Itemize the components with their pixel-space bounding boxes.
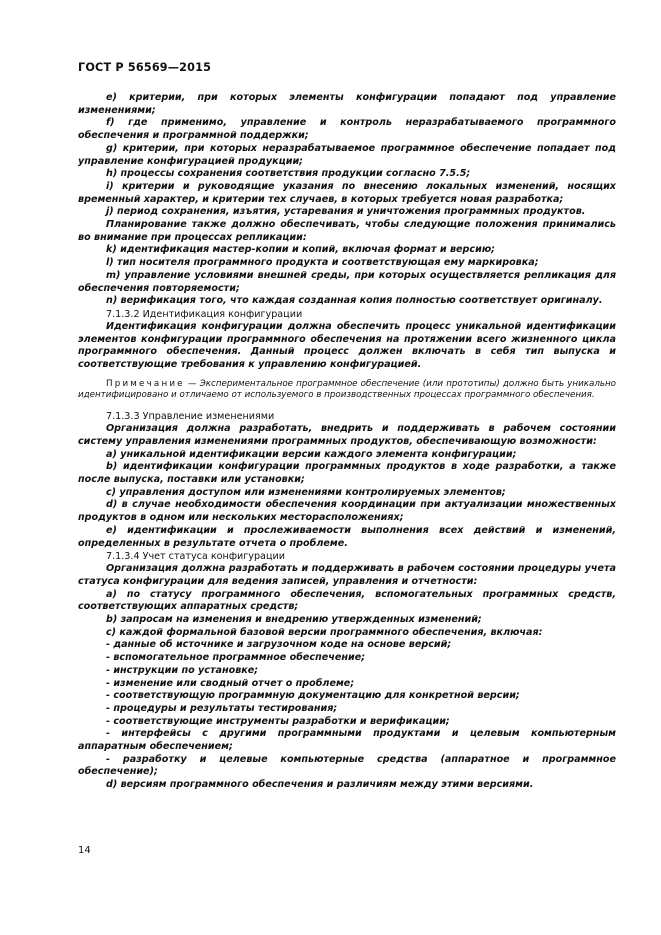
section-heading: 7.1.3.3 Управление изменениями (106, 411, 275, 423)
note (78, 379, 616, 402)
paragraph: Организация должна разработать и поддерживать в рабочем состоянии процедуры учета статуса конфигурации для ведения записей, управления и отчетности: (78, 563, 616, 587)
list-item: a) по статусу программного обеспечения, вспомогательных программных средств, соответствующих аппаратных средств; (78, 588, 616, 613)
list-item: - интерфейсы с другими программными продуктами и целевым компьютерным аппаратным обеспечением; (78, 728, 616, 753)
list-item: i) критерии и руководящие указания по внесению локальных изменений, носящих временный характер, и критерии тех случаев, в которых требуется новая разработка; (78, 180, 616, 205)
list-item: f) где применимо, управление и контроль неразрабатываемого программного обеспечения и программной поддержки; (78, 117, 616, 142)
list-item: b) запросам на изменения и внедрению утвержденных изменений; (106, 614, 482, 626)
section-heading: 7.1.3.4 Учет статуса конфигурации (106, 551, 285, 563)
paragraph: Организация должна разработать, внедрить и поддерживать в рабочем состоянии систему управления изменениями программных продуктов, обеспечивающую возможности: (78, 423, 616, 447)
list-item: - инструкции по установке; (106, 664, 259, 676)
list-item: n) верификация того, что каждая созданная копия полностью соответствует оригиналу. (106, 295, 603, 307)
note-text: — Экспериментальное программное обеспечение (или прототипы) должно быть уникально идентифицировано и отличаемо от используемого в производственных процессах программного обеспечения. (78, 378, 616, 401)
list-item: - процедуры и результаты тестирования; (106, 702, 338, 714)
list-item: - вспомогательное программное обеспечение; (106, 652, 366, 664)
list-item: k) идентификация мастер-копии и копий, включая формат и версию; (106, 244, 495, 256)
document-header: ГОСТ Р 56569—2015 (78, 61, 212, 74)
list-item: - соответствующую программную документацию для конкретной версии; (106, 690, 520, 702)
list-item: - данные об источнике и загрузочном коде на основе версий; (106, 639, 452, 651)
list-item: - изменение или сводный отчет о проблеме; (106, 677, 355, 689)
paragraph: Идентификация конфигурации должна обеспечить процесс уникальной идентификации элементов конфигурации программного обеспечения на протяжении всего жизненного цикла программного обеспечения. Данный процесс должен включать в себя тип выпуска и соответствующие требования к управлению конфигурацией. (78, 320, 616, 371)
list-item: - соответствующие инструменты разработки и верификации; (106, 715, 450, 727)
list-item: c) управления доступом или изменениями контролируемых элементов; (106, 486, 506, 498)
list-item: d) в случае необходимости обеспечения координации при актуализации множественных продуктов в одном или нескольких месторасположениях; (78, 499, 616, 524)
page-body (78, 92, 616, 792)
note-label: Примечание (106, 378, 185, 389)
list-item: a) уникальной идентификации версии каждого элемента конфигурации; (106, 448, 517, 460)
list-item: d) версиям программного обеспечения и различиям между этими версиями. (106, 779, 534, 791)
list-item: m) управление условиями внешней среды, при которых осуществляется репликация для обеспечения повторяемости; (78, 269, 616, 294)
list-item: j) период сохранения, изъятия, устаревания и уничтожения программных продуктов. (106, 206, 586, 218)
list-item: c) каждой формальной базовой версии программного обеспечения, включая: (106, 626, 543, 638)
page-number: 14 (78, 845, 91, 856)
paragraph: Планирование также должно обеспечивать, чтобы следующие положения принимались во внимание при процессах репликации: (78, 219, 616, 243)
list-item: l) тип носителя программного продукта и соответствующая ему маркировка; (106, 257, 539, 269)
list-item: g) критерии, при которых неразрабатываемое программное обеспечение попадает под управление конфигурацией продукции; (78, 142, 616, 167)
section-heading: 7.1.3.2 Идентификация конфигурации (106, 308, 303, 320)
list-item: e) идентификации и прослеживаемости выполнения всех действий и изменений, определенных в результате отчета о проблеме. (78, 524, 616, 549)
list-item: e) критерии, при которых элементы конфигурации попадают под управление изменениями; (78, 92, 616, 116)
list-item: b) идентификации конфигурации программных продуктов в ходе разработки, а также после выпуска, поставки или установки; (78, 461, 616, 485)
list-item: h) процессы сохранения соответствия продукции согласно 7.5.5; (106, 168, 471, 180)
list-item: - разработку и целевые компьютерные средства (аппаратное и программное обеспечение); (78, 753, 616, 778)
